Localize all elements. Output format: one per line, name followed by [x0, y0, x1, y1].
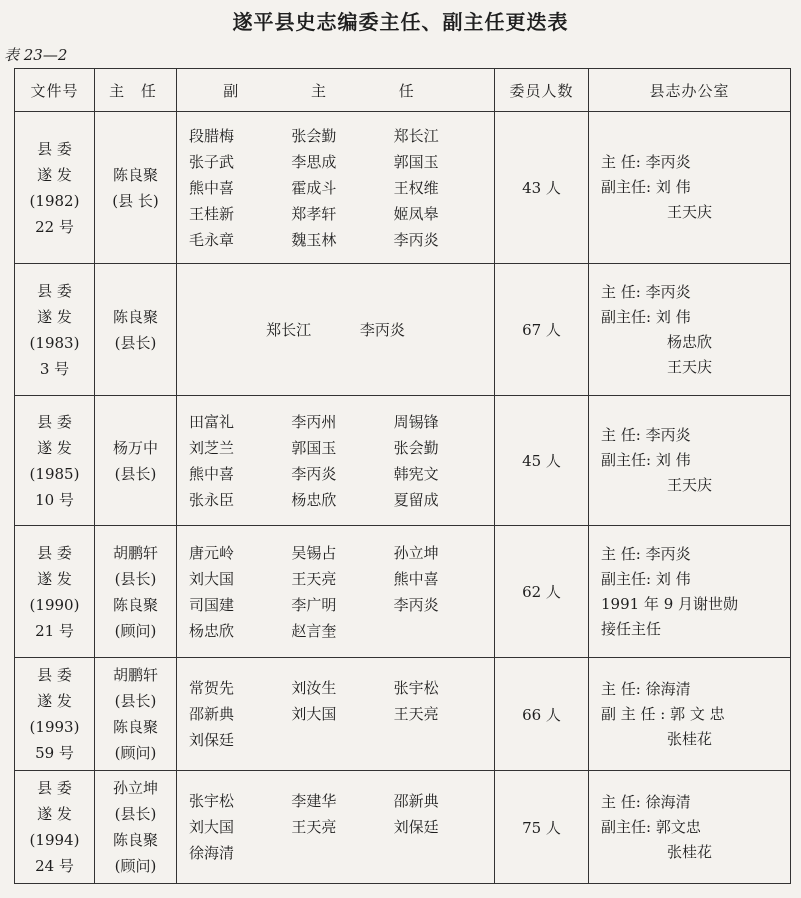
chair-line: (县 长) [112, 191, 159, 210]
vice-name: 刘大国 [291, 705, 337, 723]
office-cell [589, 658, 791, 771]
chair-line: 孙立坤 [112, 779, 158, 797]
vice-name: 常贺先 [189, 679, 235, 697]
chair-line: 陈良聚 [112, 831, 158, 849]
chair-cell [95, 264, 177, 396]
vice-name: 田富礼 [189, 412, 235, 431]
members-cell: 43 人 [495, 112, 589, 264]
chair-line: (县长) [114, 692, 157, 710]
office-line: 1991 年 9 月谢世勋 [601, 594, 739, 613]
doc-line: 遂 发 [37, 438, 72, 457]
chair-line: (县长) [114, 333, 157, 352]
doc-cell [15, 112, 95, 264]
office-line: 副主任: 刘 伟 [601, 569, 691, 588]
header-row [15, 69, 791, 112]
office-line: 主 任: 李丙炎 [601, 282, 691, 301]
vice-name: 刘汝生 [291, 679, 337, 697]
office-line: 副主任: 刘 伟 [601, 307, 691, 326]
table-row [15, 112, 791, 264]
vice-name: 杨忠欣 [189, 621, 235, 640]
vice-name: 郑长江 [393, 126, 439, 145]
office-cell [589, 771, 791, 884]
doc-line: (1994) [29, 831, 80, 849]
chair-line: 陈良聚 [112, 718, 158, 736]
vice-name: 吴锡占 [291, 543, 337, 562]
vice-name: 张子武 [189, 152, 235, 171]
vice-cell [177, 396, 495, 526]
chair-line: 杨万中 [112, 438, 158, 457]
vice-name: 张宇松 [393, 679, 439, 697]
members-cell: 45 人 [495, 396, 589, 526]
vice-name: 段腊梅 [189, 126, 235, 145]
office-line: 张桂花 [667, 842, 713, 861]
header-office: 县志办公室 [589, 69, 791, 112]
vice-name: 郭国玉 [393, 152, 439, 171]
doc-cell [15, 526, 95, 658]
office-line: 主 任: 徐海清 [601, 679, 691, 698]
chair-cell [95, 658, 177, 771]
doc-line: (1982) [29, 191, 80, 210]
office-line: 张桂花 [667, 729, 713, 748]
doc-cell [15, 771, 95, 884]
header-chair: 主 任 [95, 69, 177, 112]
members-cell: 67 人 [495, 264, 589, 396]
vice-name: 唐元岭 [189, 543, 235, 562]
doc-line: 22 号 [35, 217, 74, 236]
vice-name: 王天亮 [291, 569, 337, 588]
office-line: 杨忠欣 [667, 332, 713, 351]
vice-name: 魏玉林 [291, 230, 337, 249]
vice-name: 李丙州 [291, 412, 337, 431]
vice-name: 刘芝兰 [189, 438, 235, 457]
office-cell [589, 264, 791, 396]
doc-line: 县 委 [37, 281, 72, 300]
doc-line: 遂 发 [37, 307, 72, 326]
chair-line: 陈良聚 [112, 307, 158, 326]
vice-name: 李丙炎 [393, 230, 439, 249]
vice-name: 张会勤 [393, 438, 439, 457]
vice-name: 王桂新 [189, 204, 235, 223]
vice-name: 王天亮 [393, 705, 439, 723]
doc-line: 遂 发 [37, 692, 72, 710]
header-doc: 文件号 [15, 69, 95, 112]
doc-cell [15, 658, 95, 771]
vice-cell [177, 658, 495, 771]
vice-name: 李建华 [291, 792, 337, 810]
vice-name: 司国建 [189, 595, 235, 614]
chair-line: 胡鹏轩 [112, 666, 158, 684]
office-line: 副主任: 刘 伟 [601, 451, 691, 469]
vice-name: 王天亮 [291, 818, 337, 836]
doc-line: 县 委 [37, 666, 72, 684]
chair-line: 陈良聚 [112, 165, 158, 184]
table-row [15, 771, 791, 884]
vice-name: 李广明 [291, 595, 337, 614]
vice-name: 王权维 [393, 178, 439, 197]
vice-name: 李丙炎 [393, 595, 439, 614]
vice-name: 邵新典 [393, 792, 439, 810]
doc-line: 10 号 [35, 490, 74, 509]
chair-line: (顾问) [114, 857, 157, 875]
doc-cell [15, 264, 95, 396]
office-line: 主 任: 徐海清 [601, 792, 691, 811]
vice-name: 孙立坤 [393, 543, 439, 562]
chair-line: 陈良聚 [112, 595, 158, 614]
chair-line: (县长) [114, 805, 157, 823]
office-cell [589, 526, 791, 658]
vice-name: 毛永章 [189, 230, 235, 249]
vice-name: 刘保廷 [393, 818, 439, 836]
vice-name: 周锡锋 [393, 412, 439, 431]
office-cell [589, 396, 791, 526]
header-members: 委员人数 [495, 69, 589, 112]
table-row [15, 396, 791, 526]
vice-name: 霍成斗 [291, 178, 337, 197]
chair-cell [95, 771, 177, 884]
office-line: 主 任: 李丙炎 [601, 426, 691, 444]
doc-line: (1985) [29, 464, 80, 483]
header-vice: 副 主 任 [177, 69, 495, 112]
chairs-table [14, 68, 791, 884]
members-cell: 66 人 [495, 658, 589, 771]
vice-name: 郑长江 [266, 321, 312, 339]
vice-name: 张永臣 [189, 490, 235, 509]
doc-cell [15, 396, 95, 526]
doc-line: 21 号 [35, 621, 74, 640]
vice-name: 熊中喜 [393, 569, 439, 588]
office-cell [589, 112, 791, 264]
vice-name: 姬凤皋 [393, 204, 439, 223]
office-line: 王天庆 [667, 357, 713, 376]
doc-line: (1983) [29, 333, 80, 352]
chair-cell [95, 396, 177, 526]
vice-name: 张会勤 [291, 126, 337, 145]
doc-line: 遂 发 [37, 805, 72, 823]
office-line: 王天庆 [667, 476, 713, 494]
doc-line: (1993) [29, 718, 80, 736]
doc-line: 3 号 [39, 359, 70, 378]
vice-name: 邵新典 [189, 705, 235, 723]
vice-name: 张宇松 [189, 792, 235, 810]
chair-line: (县长) [114, 569, 157, 588]
vice-name: 李丙炎 [359, 321, 405, 339]
doc-line: 24 号 [35, 857, 74, 875]
vice-name: 徐海清 [189, 844, 235, 862]
doc-line: 县 委 [37, 779, 72, 797]
vice-name: 赵言奎 [291, 621, 337, 640]
vice-name [394, 619, 488, 643]
vice-name: 韩宪文 [393, 464, 439, 483]
page-title: 遂平县史志编委主任、副主任更迭表 [232, 10, 569, 34]
vice-name: 刘大国 [189, 818, 235, 836]
vice-name: 夏留成 [393, 490, 439, 509]
table-row [15, 526, 791, 658]
vice-name: 李思成 [291, 152, 337, 171]
table-row [15, 264, 791, 396]
chair-line: (顾问) [114, 744, 157, 762]
vice-cell [177, 771, 495, 884]
office-line: 主 任: 李丙炎 [601, 153, 691, 171]
vice-name: 郑孝轩 [291, 204, 337, 223]
doc-line: (1990) [29, 595, 80, 614]
doc-line: 县 委 [37, 412, 72, 431]
chair-line: (顾问) [114, 621, 157, 640]
vice-cell [177, 526, 495, 658]
chair-line: 胡鹏轩 [112, 543, 158, 562]
members-cell: 62 人 [495, 526, 589, 658]
members-cell: 75 人 [495, 771, 589, 884]
vice-cell [177, 264, 495, 396]
office-line: 副 主 任 : 郭 文 忠 [601, 704, 725, 723]
chair-cell [95, 112, 177, 264]
office-line: 副主任: 郭文忠 [601, 817, 701, 836]
vice-name: 熊中喜 [189, 464, 235, 483]
doc-line: 县 委 [37, 543, 72, 562]
doc-line: 县 委 [37, 139, 72, 158]
office-line: 王天庆 [667, 203, 713, 221]
vice-name: 李丙炎 [291, 464, 337, 483]
table-row [15, 658, 791, 771]
doc-line: 59 号 [35, 744, 74, 762]
doc-line: 遂 发 [37, 569, 72, 588]
office-line: 主 任: 李丙炎 [601, 544, 691, 563]
vice-cell [177, 112, 495, 264]
vice-name: 刘保廷 [189, 731, 235, 749]
office-line: 副主任: 刘 伟 [601, 178, 691, 196]
office-line: 接任主任 [601, 619, 662, 638]
vice-name: 杨忠欣 [291, 490, 337, 509]
vice-name: 郭国玉 [291, 438, 337, 457]
doc-line: 遂 发 [37, 165, 72, 184]
vice-name: 熊中喜 [189, 178, 235, 197]
chair-cell [95, 526, 177, 658]
chair-line: (县长) [114, 464, 157, 483]
vice-name: 刘大国 [189, 569, 235, 588]
table-number: 表 23—2 [4, 46, 68, 64]
